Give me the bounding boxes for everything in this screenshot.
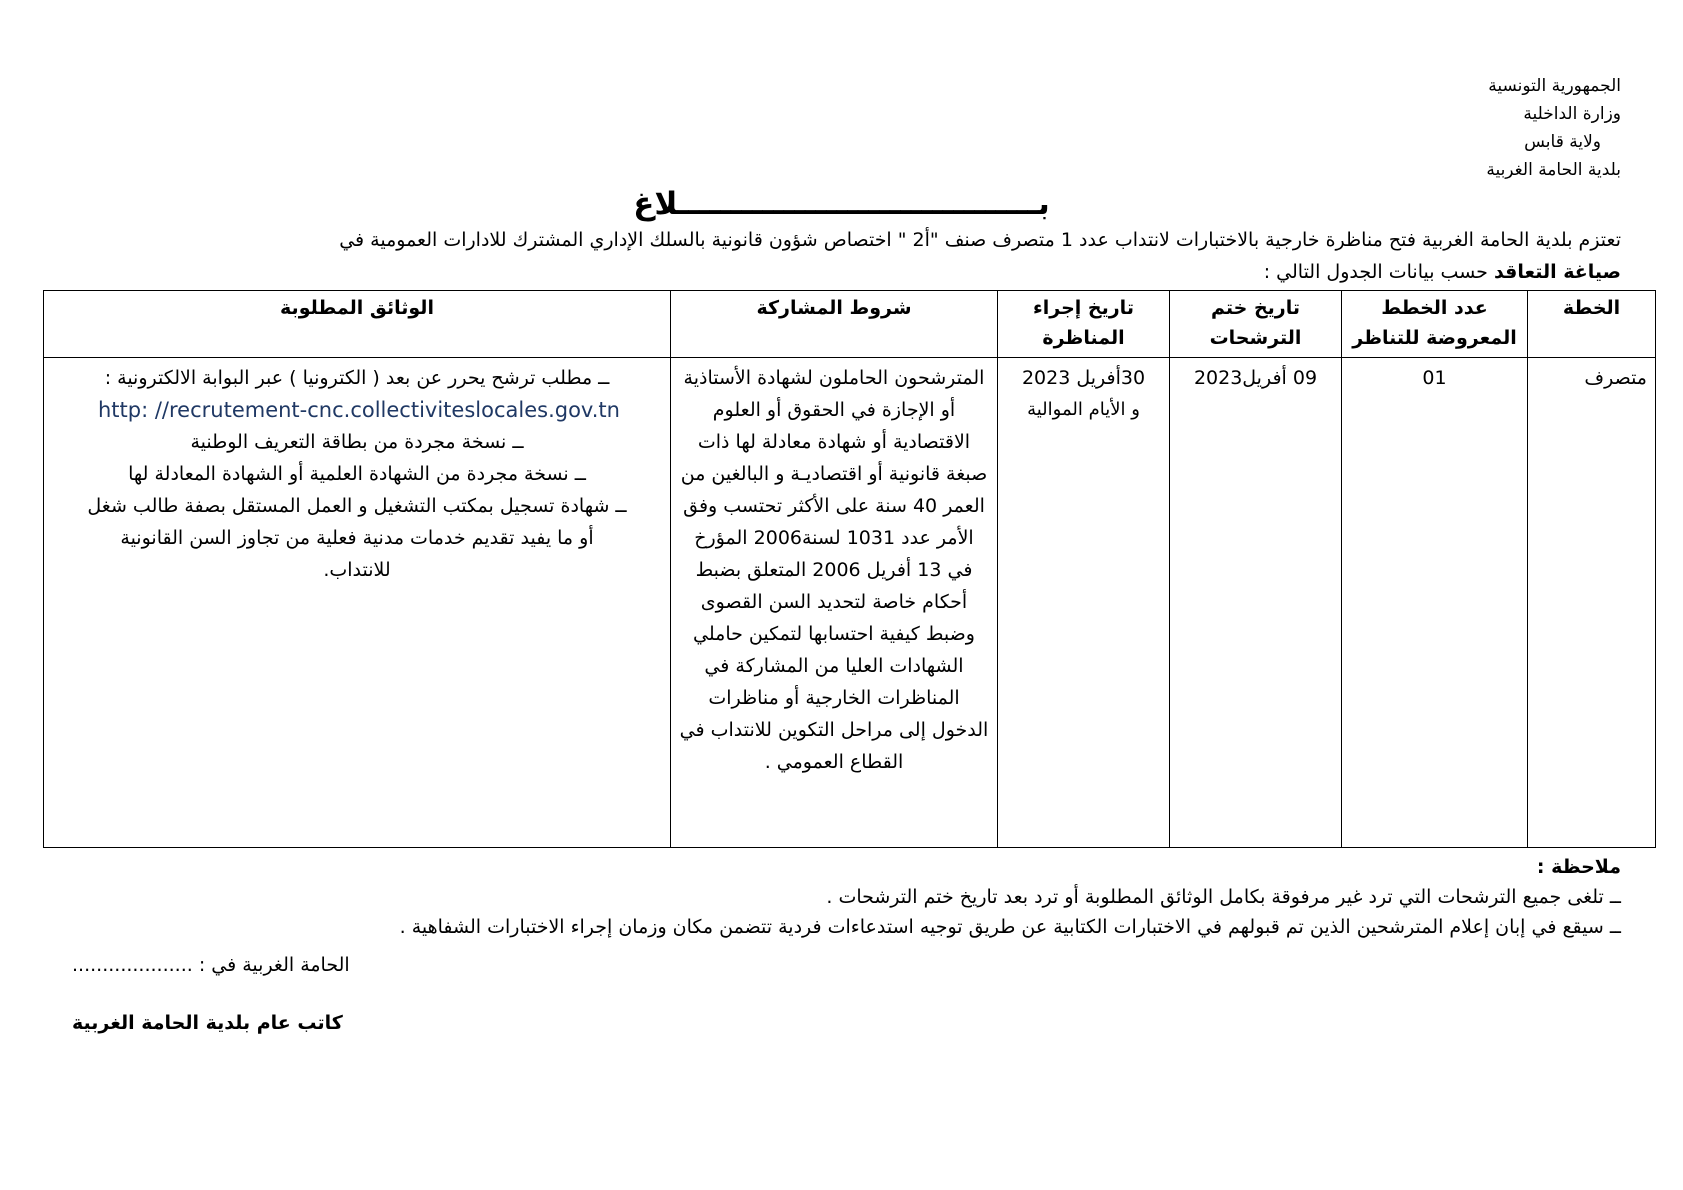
intro-line-2 [88, 256, 1621, 288]
header-close-date: تاريخ ختم الترشحات [1170, 291, 1342, 358]
header-count: عدد الخطط المعروضة للتناظر [1342, 291, 1528, 358]
cell-close-date: 09 أفريل2023 [1170, 358, 1342, 848]
intro-line-1: تعتزم بلدية الحامة الغربية فتح مناظرة خارجية بالاختبارات لانتداب عدد 1 متصرف صنف "أ2 " اختصاص شؤون قانونية بالسلك الإداري المشترك للادارات العمومية في [339, 229, 1621, 251]
cell-plan: متصرف [1528, 358, 1656, 848]
document-title: بــــــــــــــــــــــــــــــــــلاغ [633, 186, 1050, 222]
intro-bold-text: صياغة التعاقد [1493, 261, 1621, 283]
document-item-employment-office-end: للانتداب. [323, 559, 391, 581]
header-exam-date: تاريخ إجراء المناظرة [998, 291, 1170, 358]
application-portal-link[interactable]: http: //recrutement-cnc.collectiviteslocales.gov.tn [98, 398, 620, 422]
place-date-line: الحامة الغربية في : .................... [72, 954, 350, 976]
table-row [44, 358, 1656, 848]
cell-count: 01 [1342, 358, 1528, 848]
note-item-1: ــ تلغى جميع الترشحات التي ترد غير مرفوقة بكامل الوثائق المطلوبة أو ترد بعد تاريخ ختم الترشحات . [826, 886, 1621, 908]
intro-line-2-rest: حسب بيانات الجدول التالي : [1263, 261, 1494, 283]
cell-exam-date [998, 358, 1170, 848]
competition-table [43, 290, 1656, 848]
note-item-2: ــ سيقع في إبان إعلام المترشحين الذين تم قبولهم في الاختبارات الكتابية عن طريق توجيه استدعاءات فردية تتضمن مكان وزمان إجراء الاختبارات الشفاهية . [399, 916, 1621, 938]
header-plan: الخطة [1528, 291, 1656, 358]
document-item-employment-office: ــ شهادة تسجيل بمكتب التشغيل و العمل المستقل بصفة طالب شغل [87, 495, 627, 517]
cell-documents [44, 358, 671, 848]
signature-line: كاتب عام بلدية الحامة الغربية [72, 1012, 343, 1034]
notes-title: ملاحظة : [1536, 856, 1621, 878]
table-header-row [44, 291, 1656, 358]
document-item-application: ــ مطلب ترشح يحرر عن بعد ( الكترونيا ) عبر البوابة الالكترونية : [104, 367, 610, 389]
letterhead-republic: الجمهورية التونسية [1488, 76, 1621, 96]
exam-date-following-days: و الأيام الموالية [1027, 399, 1140, 420]
header-documents: الوثائق المطلوبة [44, 291, 671, 358]
letterhead-governorate: ولاية قابس [1524, 132, 1601, 152]
exam-date-value: 30أفريل 2023 [1021, 367, 1146, 389]
letterhead-municipality: بلدية الحامة الغربية [1486, 160, 1621, 180]
cell-conditions: المترشحون الحاملون لشهادة الأستاذية أو الإجازة في الحقوق أو العلوم الاقتصادية أو شهادة معادلة لها ذات صبغة قانونية أو اقتصاديـة و البالغين من العمر 40 سنة على الأكثر تحتسب وفق الأمر عدد 1031 لسنة2006 المؤرخ في 13 أفريل 2006 المتعلق بضبط أحكام خاصة لتحديد السن القصوى وضبط كيفية احتسابها لتمكين حاملي الشهادات العليا من المشاركة في المناظرات الخارجية أو مناظرات الدخول إلى مراحل التكوين للانتداب في القطاع العمومي . [671, 358, 998, 848]
document-item-id-card: ــ نسخة مجردة من بطاقة التعريف الوطنية [190, 431, 524, 453]
document-item-diploma: ــ نسخة مجردة من الشهادة العلمية أو الشهادة المعادلة لها [128, 463, 586, 485]
document-item-employment-office-cont: أو ما يفيد تقديم خدمات مدنية فعلية من تجاوز السن القانونية [120, 527, 594, 549]
intro-paragraph [88, 224, 1621, 288]
notes-section [60, 852, 1621, 942]
header-conditions: شروط المشاركة [671, 291, 998, 358]
letterhead-ministry: وزارة الداخلية [1523, 104, 1621, 124]
letterhead [1361, 72, 1621, 184]
